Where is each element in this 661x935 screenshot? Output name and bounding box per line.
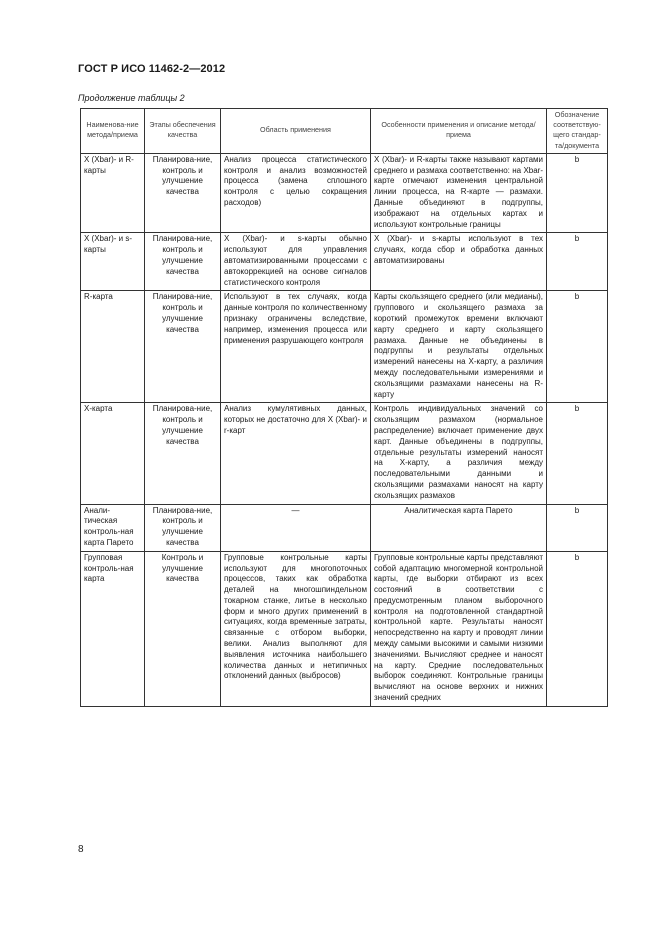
- table-row: [81, 403, 608, 504]
- table-header-row: [81, 109, 608, 154]
- method-name-cell: Групповая контроль-ная карта: [81, 551, 145, 706]
- application-area-cell: X (Xbar)- и s-карты обычно используют для управления автоматизированными процессами с автокоррекцией на основе сигналов статистического контроля: [221, 233, 371, 291]
- page-number: 8: [78, 844, 84, 855]
- features-cell: X (Xbar)- и R-карты также называют картами среднего и размаха соответственно: на Xbar-карте отмечают изменения центральной линии процесса, на R-карте — размахи. Данные объединяют в подгруппы, изображают на отдельных картах и используют контрольные границы: [371, 153, 547, 233]
- column-header-standard: Обозначение соответствую-щего стандар-та/документа: [547, 109, 608, 154]
- column-header-application-area: Область применения: [221, 109, 371, 154]
- column-header-quality-stage: Этапы обеспечения качества: [145, 109, 221, 154]
- table-caption: Продолжение таблицы 2: [78, 93, 185, 103]
- quality-stage-cell: Планирова-ние, контроль и улучшение качества: [145, 403, 221, 504]
- quality-stage-cell: Контроль и улучшение качества: [145, 551, 221, 706]
- application-area-cell: Групповые контрольные карты используют для многопоточных процессов, таких как обработка деталей на многошпиндельном токарном станке, литье в несколько форм и много других применений в ситуациях, когда временные затраты, связанные с отбором выборки, велики. Анализ выполняют для выявления источника наибольшего количества данных и нетипичных отклонений данных (выбросов): [221, 551, 371, 706]
- quality-stage-cell: Планирова-ние, контроль и улучшение качества: [145, 153, 221, 233]
- features-cell: X (Xbar)- и s-карты используют в тех случаях, когда сбор и обработка данных автоматизированы: [371, 233, 547, 291]
- table-row: [81, 551, 608, 706]
- standard-cell: b: [547, 153, 608, 233]
- document-title: ГОСТ Р ИСО 11462-2—2012: [78, 63, 226, 75]
- quality-stage-cell: Планирова-ние, контроль и улучшение качества: [145, 233, 221, 291]
- method-name-cell: X (Xbar)- и s-карты: [81, 233, 145, 291]
- table-row: [81, 153, 608, 233]
- column-header-features: Особенности применения и описание метода/приема: [371, 109, 547, 154]
- table-row: [81, 291, 608, 403]
- features-cell: Групповые контрольные карты представляют собой адаптацию многомерной контрольной карты, где выборки отбирают из всех состояний в соответствии с предусмотренным планом выборочного контроля на подготовленной стандартной контрольной карте. Результаты наносят непосредственно на карту и проводят линии между самыми высокими и самыми низкими значениями. Вычисляют среднее и наносят на карту. Средние последовательных выборок соединяют. Контрольные границы вычисляют на основе верхних и нижних значений средних: [371, 551, 547, 706]
- methods-table: [80, 108, 608, 707]
- features-cell: Контроль индивидуальных значений со скользящим размахом (нормальное распределение) включает применение двух карт. Данные объединены в подгруппы, отдельные результаты измерений наносят на X-карту, а различия между последовательными данными и скользящими размахами наносят на карту скользящих размахов: [371, 403, 547, 504]
- quality-stage-cell: Планирова-ние, контроль и улучшение качества: [145, 504, 221, 551]
- method-name-cell: X (Xbar)- и R-карты: [81, 153, 145, 233]
- application-area-cell: Используют в тех случаях, когда данные контроля по количественному признаку ограничены вследствие, например, изменения процесса или применения разрушающего контроля: [221, 291, 371, 403]
- standard-cell: b: [547, 291, 608, 403]
- method-name-cell: Анали-тическая контроль-ная карта Парето: [81, 504, 145, 551]
- features-cell: Аналитическая карта Парето: [371, 504, 547, 551]
- standard-cell: b: [547, 551, 608, 706]
- standard-cell: b: [547, 233, 608, 291]
- application-area-cell: Анализ кумулятивных данных, которых не достаточно для X (Xbar)- и r-карт: [221, 403, 371, 504]
- method-name-cell: X-карта: [81, 403, 145, 504]
- method-name-cell: R-карта: [81, 291, 145, 403]
- application-area-cell: Анализ процесса статистического контроля и анализ возможностей процесса (замена сплошного контроля с целью сокращения расходов): [221, 153, 371, 233]
- column-header-method-name: Наименова-ние метода/приема: [81, 109, 145, 154]
- standard-cell: b: [547, 403, 608, 504]
- application-area-cell: —: [221, 504, 371, 551]
- table-row: [81, 504, 608, 551]
- standard-cell: b: [547, 504, 608, 551]
- features-cell: Карты скользящего среднего (или медианы), группового и скользящего размаха за короткий промежуток времени включают карту среднего и карту скользящего размаха. Данные не объединены в подгруппы и результаты отдельных измерений нанесены на X-карту, а различия между последовательными измерениями и скользящими размахами нанесены на R-карту: [371, 291, 547, 403]
- table-row: [81, 233, 608, 291]
- quality-stage-cell: Планирова-ние, контроль и улучшение качества: [145, 291, 221, 403]
